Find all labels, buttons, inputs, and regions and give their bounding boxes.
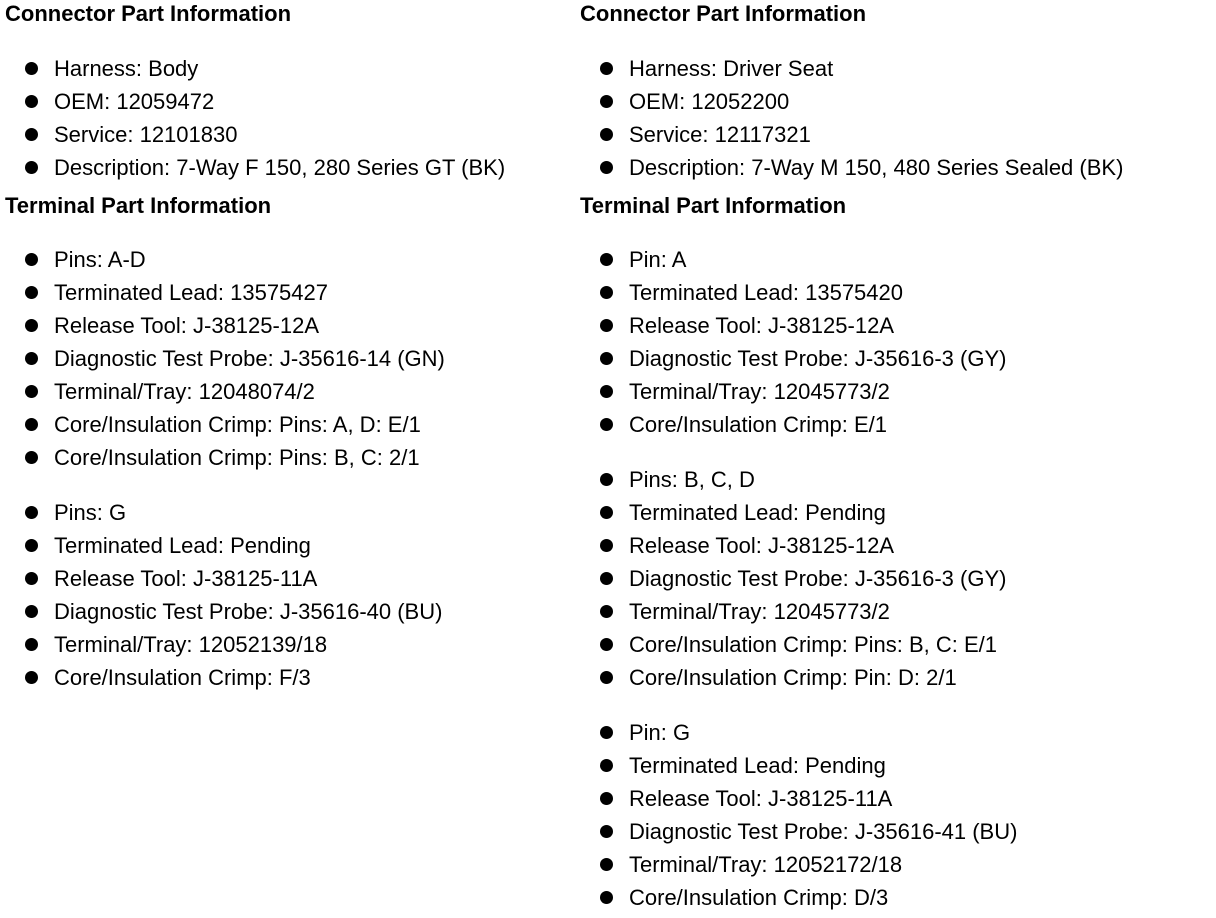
left-column	[5, 0, 575, 694]
bullet-icon	[25, 286, 38, 299]
terminal-group	[5, 243, 575, 474]
bullet-icon	[600, 638, 613, 651]
list-item	[5, 441, 575, 474]
bullet-icon	[25, 95, 38, 108]
list-item	[580, 243, 1210, 276]
bullet-icon	[600, 671, 613, 684]
list-item-text: Diagnostic Test Probe: J-35616-40 (BU)	[54, 599, 443, 624]
bullet-icon	[600, 352, 613, 365]
list-item-text: Pins: A-D	[54, 247, 146, 272]
terminal-group	[580, 463, 1210, 694]
list-item	[580, 716, 1210, 749]
list-item-text: Diagnostic Test Probe: J-35616-41 (BU)	[629, 819, 1018, 844]
list-item-text: Harness: Body	[54, 56, 199, 81]
list-item-text: Terminal/Tray: 12048074/2	[54, 379, 315, 404]
bullet-icon	[25, 253, 38, 266]
list-item-text: Release Tool: J-38125-11A	[54, 566, 318, 591]
list-item-text: Harness: Driver Seat	[629, 56, 834, 81]
list-item	[5, 243, 575, 276]
list-item-text: Terminated Lead: Pending	[629, 500, 886, 525]
bullet-icon	[600, 385, 613, 398]
list-item	[5, 595, 575, 628]
list-item	[580, 529, 1210, 562]
list-item-text: Pin: G	[629, 720, 691, 745]
list-item-text: Diagnostic Test Probe: J-35616-14 (GN)	[54, 346, 445, 371]
list-item	[580, 342, 1210, 375]
list-item	[580, 628, 1210, 661]
list-item-text: Terminated Lead: 13575427	[54, 280, 328, 305]
bullet-icon	[25, 539, 38, 552]
bullet-icon	[25, 451, 38, 464]
list-item	[5, 661, 575, 694]
bullet-icon	[600, 605, 613, 618]
bullet-icon	[25, 572, 38, 585]
bullet-icon	[600, 858, 613, 871]
list-item-text: Terminated Lead: Pending	[629, 753, 886, 778]
terminal-group	[580, 243, 1210, 441]
bullet-icon	[600, 792, 613, 805]
list-item	[5, 52, 575, 85]
list-item	[580, 496, 1210, 529]
list-item-text: Release Tool: J-38125-12A	[629, 533, 894, 558]
connector-part-list	[580, 52, 1210, 184]
connector-part-list	[5, 52, 575, 184]
bullet-icon	[600, 95, 613, 108]
bullet-icon	[600, 319, 613, 332]
right-column	[580, 0, 1210, 914]
list-item	[580, 749, 1210, 782]
list-item	[580, 375, 1210, 408]
bullet-icon	[600, 572, 613, 585]
list-item-text: Terminal/Tray: 12045773/2	[629, 379, 890, 404]
list-item	[580, 562, 1210, 595]
list-item-text: Pin: A	[629, 247, 687, 272]
bullet-icon	[25, 605, 38, 618]
list-item-text: Core/Insulation Crimp: Pins: B, C: 2/1	[54, 445, 420, 470]
list-item-text: Core/Insulation Crimp: Pins: B, C: E/1	[629, 632, 998, 657]
list-item	[580, 276, 1210, 309]
bullet-icon	[600, 759, 613, 772]
list-item	[5, 496, 575, 529]
bullet-icon	[25, 418, 38, 431]
list-item-text: Terminal/Tray: 12045773/2	[629, 599, 890, 624]
bullet-icon	[600, 506, 613, 519]
bullet-icon	[25, 385, 38, 398]
list-item-text: OEM: 12059472	[54, 89, 215, 114]
list-item-text: Terminal/Tray: 12052139/18	[54, 632, 328, 657]
bullet-icon	[25, 319, 38, 332]
list-item-text: Service: 12101830	[54, 122, 238, 147]
bullet-icon	[600, 286, 613, 299]
bullet-icon	[600, 418, 613, 431]
list-item	[580, 848, 1210, 881]
list-item	[5, 151, 575, 184]
list-item	[580, 815, 1210, 848]
connector-part-heading: Connector Part Information	[580, 1, 867, 26]
list-item-text: Core/Insulation Crimp: F/3	[54, 665, 311, 690]
terminal-part-heading: Terminal Part Information	[580, 193, 847, 218]
bullet-icon	[600, 473, 613, 486]
bullet-icon	[600, 825, 613, 838]
terminal-group	[580, 716, 1210, 914]
list-item-text: Service: 12117321	[629, 122, 811, 147]
bullet-icon	[25, 62, 38, 75]
list-item-text: Diagnostic Test Probe: J-35616-3 (GY)	[629, 346, 1007, 371]
bullet-icon	[600, 62, 613, 75]
bullet-icon	[600, 539, 613, 552]
list-item-text: Release Tool: J-38125-11A	[629, 786, 893, 811]
list-item	[580, 881, 1210, 914]
connector-part-heading: Connector Part Information	[5, 1, 292, 26]
list-item	[5, 118, 575, 151]
list-item-text: Description: 7-Way F 150, 280 Series GT (BK)	[54, 155, 506, 180]
list-item-text: Pins: B, C, D	[629, 467, 755, 492]
list-item	[5, 85, 575, 118]
list-item	[5, 408, 575, 441]
list-item	[5, 276, 575, 309]
list-item	[580, 309, 1210, 342]
list-item	[580, 408, 1210, 441]
list-item-text: Release Tool: J-38125-12A	[629, 313, 894, 338]
list-item	[5, 375, 575, 408]
list-item	[5, 529, 575, 562]
bullet-icon	[25, 128, 38, 141]
bullet-icon	[25, 161, 38, 174]
list-item-text: Pins: G	[54, 500, 127, 525]
list-item-text: Terminated Lead: Pending	[54, 533, 311, 558]
list-item	[580, 463, 1210, 496]
list-item-text: Diagnostic Test Probe: J-35616-3 (GY)	[629, 566, 1007, 591]
list-item	[5, 342, 575, 375]
list-item	[580, 85, 1210, 118]
list-item-text: Release Tool: J-38125-12A	[54, 313, 319, 338]
list-item	[5, 628, 575, 661]
list-item-text: Core/Insulation Crimp: D/3	[629, 885, 889, 910]
bullet-icon	[25, 352, 38, 365]
list-item	[5, 309, 575, 342]
bullet-icon	[600, 891, 613, 904]
list-item	[580, 118, 1210, 151]
list-item-text: Core/Insulation Crimp: E/1	[629, 412, 887, 437]
bullet-icon	[600, 253, 613, 266]
list-item	[580, 52, 1210, 85]
list-item	[5, 562, 575, 595]
list-item-text: Terminated Lead: 13575420	[629, 280, 903, 305]
list-item	[580, 151, 1210, 184]
list-item-text: OEM: 12052200	[629, 89, 790, 114]
list-item-text: Terminal/Tray: 12052172/18	[629, 852, 903, 877]
terminal-group	[5, 496, 575, 694]
terminal-part-heading: Terminal Part Information	[5, 193, 272, 218]
bullet-icon	[600, 161, 613, 174]
bullet-icon	[25, 638, 38, 651]
bullet-icon	[25, 671, 38, 684]
terminal-part-section	[580, 243, 1210, 914]
list-item	[580, 661, 1210, 694]
list-item-text: Description: 7-Way M 150, 480 Series Sealed (BK)	[629, 155, 1124, 180]
list-item-text: Core/Insulation Crimp: Pins: A, D: E/1	[54, 412, 421, 437]
list-item-text: Core/Insulation Crimp: Pin: D: 2/1	[629, 665, 957, 690]
list-item	[580, 782, 1210, 815]
bullet-icon	[25, 506, 38, 519]
bullet-icon	[600, 726, 613, 739]
bullet-icon	[600, 128, 613, 141]
list-item	[580, 595, 1210, 628]
terminal-part-section	[5, 243, 575, 694]
